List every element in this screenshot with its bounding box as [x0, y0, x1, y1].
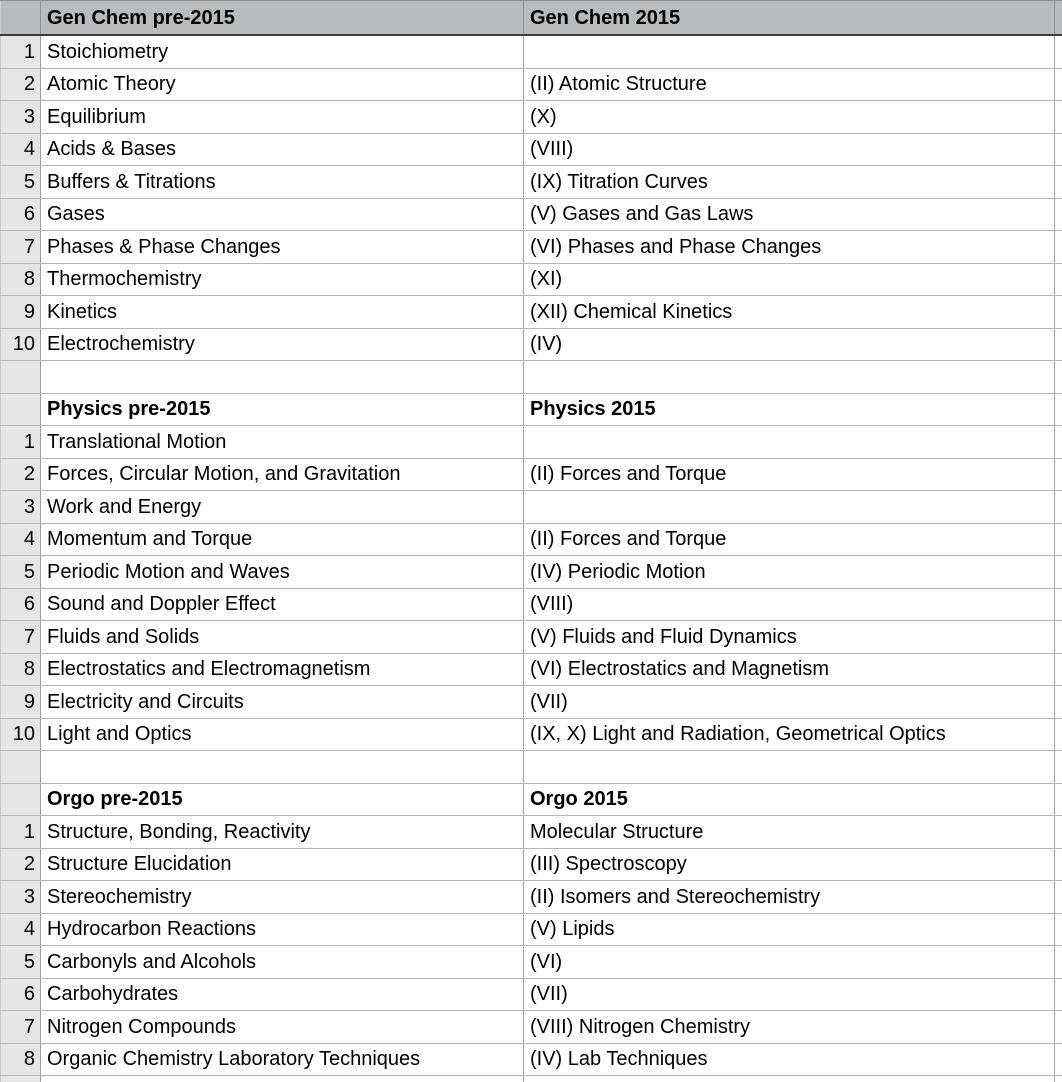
row-number-cell[interactable]: 7	[0, 231, 41, 263]
column-header-cell-2015[interactable]: Gen Chem 2015	[524, 1, 1055, 34]
topic-cell-pre-2015[interactable]: Equilibrium	[41, 101, 524, 133]
topic-cell-2015[interactable]: (XII) Chemical Kinetics	[524, 296, 1055, 328]
blank-row	[0, 1076, 1062, 1082]
row-number-cell[interactable]: 10	[0, 329, 41, 361]
topic-cell-pre-2015[interactable]: Stoichiometry	[41, 36, 524, 68]
row-number-cell[interactable]	[0, 394, 41, 426]
topic-cell-2015[interactable]	[524, 36, 1055, 68]
section-header-row	[0, 784, 1062, 817]
topic-cell-pre-2015[interactable]: Sound and Doppler Effect	[41, 589, 524, 621]
topic-cell-2015[interactable]: (VIII) Nitrogen Chemistry	[524, 1011, 1055, 1043]
grid-edge-cell	[1055, 524, 1062, 556]
table-row	[0, 426, 1062, 459]
grid-edge-cell	[1055, 751, 1062, 783]
topic-cell-2015[interactable]: (II) Atomic Structure	[524, 69, 1055, 101]
topic-cell-pre-2015[interactable]: Acids & Bases	[41, 134, 524, 166]
row-number-cell[interactable]: 5	[0, 556, 41, 588]
grid-edge-cell	[1055, 329, 1062, 361]
topic-cell-2015[interactable]: (II) Forces and Torque	[524, 524, 1055, 556]
grid-edge-cell	[1055, 719, 1062, 751]
table-row	[0, 231, 1062, 264]
topic-cell-pre-2015[interactable]: Electricity and Circuits	[41, 686, 524, 718]
topic-cell-pre-2015[interactable]: Electrostatics and Electromagnetism	[41, 654, 524, 686]
topic-cell-pre-2015[interactable]: Stereochemistry	[41, 881, 524, 913]
table-row	[0, 589, 1062, 622]
table-row	[0, 491, 1062, 524]
blank-row	[0, 751, 1062, 784]
topic-cell-pre-2015[interactable]: Nitrogen Compounds	[41, 1011, 524, 1043]
topic-cell-2015[interactable]: (VII)	[524, 686, 1055, 718]
topic-cell-pre-2015[interactable]: Periodic Motion and Waves	[41, 556, 524, 588]
column-header-row	[0, 0, 1062, 36]
grid-edge-cell	[1055, 101, 1062, 133]
topic-cell-pre-2015[interactable]: Kinetics	[41, 296, 524, 328]
grid-edge-cell	[1055, 589, 1062, 621]
topic-cell-2015[interactable]	[524, 491, 1055, 523]
topic-cell-2015[interactable]: (II) Forces and Torque	[524, 459, 1055, 491]
corner-cell[interactable]	[0, 1, 41, 34]
grid-edge-cell	[1055, 1, 1062, 34]
topic-cell-pre-2015[interactable]: Translational Motion	[41, 426, 524, 458]
table-row	[0, 556, 1062, 589]
topic-cell-pre-2015[interactable]: Phases & Phase Changes	[41, 231, 524, 263]
grid-edge-cell	[1055, 36, 1062, 68]
topic-cell-2015[interactable]: (IV)	[524, 329, 1055, 361]
table-row	[0, 459, 1062, 492]
grid-edge-cell	[1055, 361, 1062, 393]
topic-cell-2015[interactable]: (VI) Phases and Phase Changes	[524, 231, 1055, 263]
row-number-cell[interactable]: 1	[0, 816, 41, 848]
row-number-cell[interactable]: 8	[0, 1044, 41, 1076]
topic-cell-pre-2015[interactable]: Structure, Bonding, Reactivity	[41, 816, 524, 848]
grid-edge-cell	[1055, 134, 1062, 166]
grid-edge-cell	[1055, 621, 1062, 653]
grid-edge-cell	[1055, 491, 1062, 523]
grid-edge-cell	[1055, 1044, 1062, 1076]
table-row	[0, 946, 1062, 979]
section-header-cell-pre-2015[interactable]: Physics pre-2015	[41, 394, 524, 426]
grid-edge-cell	[1055, 654, 1062, 686]
row-number-cell[interactable]: 3	[0, 101, 41, 133]
section-header-row	[0, 394, 1062, 427]
row-number-cell[interactable]: 9	[0, 296, 41, 328]
row-number-cell[interactable]: 6	[0, 199, 41, 231]
topic-cell-2015[interactable]: (IX, X) Light and Radiation, Geometrical Optics	[524, 719, 1055, 751]
grid-edge-cell	[1055, 849, 1062, 881]
grid-edge-cell	[1055, 1076, 1062, 1082]
table-row	[0, 134, 1062, 167]
row-number-cell[interactable]: 8	[0, 654, 41, 686]
column-header-cell-pre-2015[interactable]: Gen Chem pre-2015	[41, 1, 524, 34]
row-number-cell[interactable]	[0, 784, 41, 816]
topic-cell-2015[interactable]	[524, 361, 1055, 393]
row-number-cell[interactable]: 1	[0, 426, 41, 458]
table-row	[0, 621, 1062, 654]
topic-cell-pre-2015[interactable]: Atomic Theory	[41, 69, 524, 101]
row-number-cell[interactable]	[0, 1076, 41, 1082]
topic-cell-pre-2015[interactable]: Momentum and Torque	[41, 524, 524, 556]
table-row	[0, 264, 1062, 297]
table-row	[0, 979, 1062, 1012]
topic-cell-pre-2015[interactable]: Carbonyls and Alcohols	[41, 946, 524, 978]
grid-edge-cell	[1055, 459, 1062, 491]
table-row	[0, 816, 1062, 849]
topic-cell-2015[interactable]: (VII)	[524, 979, 1055, 1011]
topic-cell-2015[interactable]	[524, 751, 1055, 783]
table-row	[0, 199, 1062, 232]
table-row	[0, 654, 1062, 687]
topic-cell-pre-2015[interactable]: Hydrocarbon Reactions	[41, 914, 524, 946]
topic-cell-pre-2015[interactable]: Structure Elucidation	[41, 849, 524, 881]
section-header-cell-pre-2015[interactable]: Orgo pre-2015	[41, 784, 524, 816]
grid-edge-cell	[1055, 784, 1062, 816]
grid-edge-cell	[1055, 394, 1062, 426]
row-number-cell[interactable]: 7	[0, 1011, 41, 1043]
grid-edge-cell	[1055, 199, 1062, 231]
topic-cell-2015[interactable]: (XI)	[524, 264, 1055, 296]
grid-edge-cell	[1055, 1011, 1062, 1043]
topic-cell-pre-2015[interactable]	[41, 751, 524, 783]
topic-cell-2015[interactable]: (IX) Titration Curves	[524, 166, 1055, 198]
row-number-cell[interactable]: 3	[0, 881, 41, 913]
grid-edge-cell	[1055, 296, 1062, 328]
row-number-cell[interactable]: 2	[0, 459, 41, 491]
row-number-cell[interactable]	[0, 751, 41, 783]
table-row	[0, 329, 1062, 362]
table-row	[0, 69, 1062, 102]
row-number-cell[interactable]: 6	[0, 979, 41, 1011]
grid-edge-cell	[1055, 556, 1062, 588]
grid-edge-cell	[1055, 69, 1062, 101]
table-row	[0, 1044, 1062, 1077]
grid-edge-cell	[1055, 979, 1062, 1011]
topic-cell-pre-2015[interactable]: Gases	[41, 199, 524, 231]
row-number-cell[interactable]	[0, 361, 41, 393]
topic-cell-pre-2015[interactable]: Work and Energy	[41, 491, 524, 523]
topic-cell-2015[interactable]: (VIII)	[524, 134, 1055, 166]
grid-edge-cell	[1055, 914, 1062, 946]
topic-cell-pre-2015[interactable]: Organic Chemistry Laboratory Techniques	[41, 1044, 524, 1076]
topic-cell-2015[interactable]: (V) Lipids	[524, 914, 1055, 946]
grid-edge-cell	[1055, 881, 1062, 913]
topic-cell-pre-2015[interactable]: Forces, Circular Motion, and Gravitation	[41, 459, 524, 491]
blank-row	[0, 361, 1062, 394]
grid-edge-cell	[1055, 166, 1062, 198]
topic-cell-2015[interactable]: (VI)	[524, 946, 1055, 978]
grid-edge-cell	[1055, 946, 1062, 978]
row-number-cell[interactable]: 4	[0, 524, 41, 556]
topic-cell-2015[interactable]: (V) Gases and Gas Laws	[524, 199, 1055, 231]
topic-cell-2015[interactable]: (VIII)	[524, 589, 1055, 621]
table-row	[0, 101, 1062, 134]
topic-cell-2015[interactable]: (II) Isomers and Stereochemistry	[524, 881, 1055, 913]
grid-edge-cell	[1055, 686, 1062, 718]
row-number-cell[interactable]: 10	[0, 719, 41, 751]
grid-edge-cell	[1055, 231, 1062, 263]
topic-cell-pre-2015[interactable]: Buffers & Titrations	[41, 166, 524, 198]
table-row	[0, 1011, 1062, 1044]
topic-cell-2015[interactable]	[524, 426, 1055, 458]
topic-cell-pre-2015[interactable]: Electrochemistry	[41, 329, 524, 361]
topic-cell-2015[interactable]: (V) Fluids and Fluid Dynamics	[524, 621, 1055, 653]
row-number-cell[interactable]: 9	[0, 686, 41, 718]
topic-cell-pre-2015[interactable]: Thermochemistry	[41, 264, 524, 296]
row-number-cell[interactable]: 3	[0, 491, 41, 523]
grid-edge-cell	[1055, 426, 1062, 458]
table-row	[0, 524, 1062, 557]
topic-cell-2015[interactable]: (IV) Lab Techniques	[524, 1044, 1055, 1076]
row-number-cell[interactable]: 1	[0, 36, 41, 68]
topic-cell-2015[interactable]: (IV) Periodic Motion	[524, 556, 1055, 588]
topic-cell-2015[interactable]: (III) Spectroscopy	[524, 849, 1055, 881]
section-header-cell-2015[interactable]: Orgo 2015	[524, 784, 1055, 816]
table-row	[0, 914, 1062, 947]
row-number-cell[interactable]: 4	[0, 134, 41, 166]
topic-cell-2015[interactable]: (X)	[524, 101, 1055, 133]
topic-cell-pre-2015[interactable]: Fluids and Solids	[41, 621, 524, 653]
table-row	[0, 686, 1062, 719]
table-row	[0, 296, 1062, 329]
row-number-cell[interactable]: 8	[0, 264, 41, 296]
topic-cell-2015[interactable]: (VI) Electrostatics and Magnetism	[524, 654, 1055, 686]
topic-cell-pre-2015[interactable]: Light and Optics	[41, 719, 524, 751]
row-number-cell[interactable]: 6	[0, 589, 41, 621]
table-row	[0, 36, 1062, 69]
table-row	[0, 881, 1062, 914]
table-row	[0, 849, 1062, 882]
topic-cell-pre-2015[interactable]: Carbohydrates	[41, 979, 524, 1011]
topic-cell-2015[interactable]: Molecular Structure	[524, 816, 1055, 848]
table-row	[0, 166, 1062, 199]
row-number-cell[interactable]: 2	[0, 849, 41, 881]
topic-cell-pre-2015[interactable]	[41, 361, 524, 393]
table-row	[0, 719, 1062, 752]
topic-cell-pre-2015[interactable]	[41, 1076, 524, 1082]
grid-edge-cell	[1055, 264, 1062, 296]
row-number-cell[interactable]: 5	[0, 166, 41, 198]
section-header-cell-2015[interactable]: Physics 2015	[524, 394, 1055, 426]
row-number-cell[interactable]: 7	[0, 621, 41, 653]
row-number-cell[interactable]: 2	[0, 69, 41, 101]
row-number-cell[interactable]: 4	[0, 914, 41, 946]
row-number-cell[interactable]: 5	[0, 946, 41, 978]
topic-cell-2015[interactable]	[524, 1076, 1055, 1082]
grid-edge-cell	[1055, 816, 1062, 848]
